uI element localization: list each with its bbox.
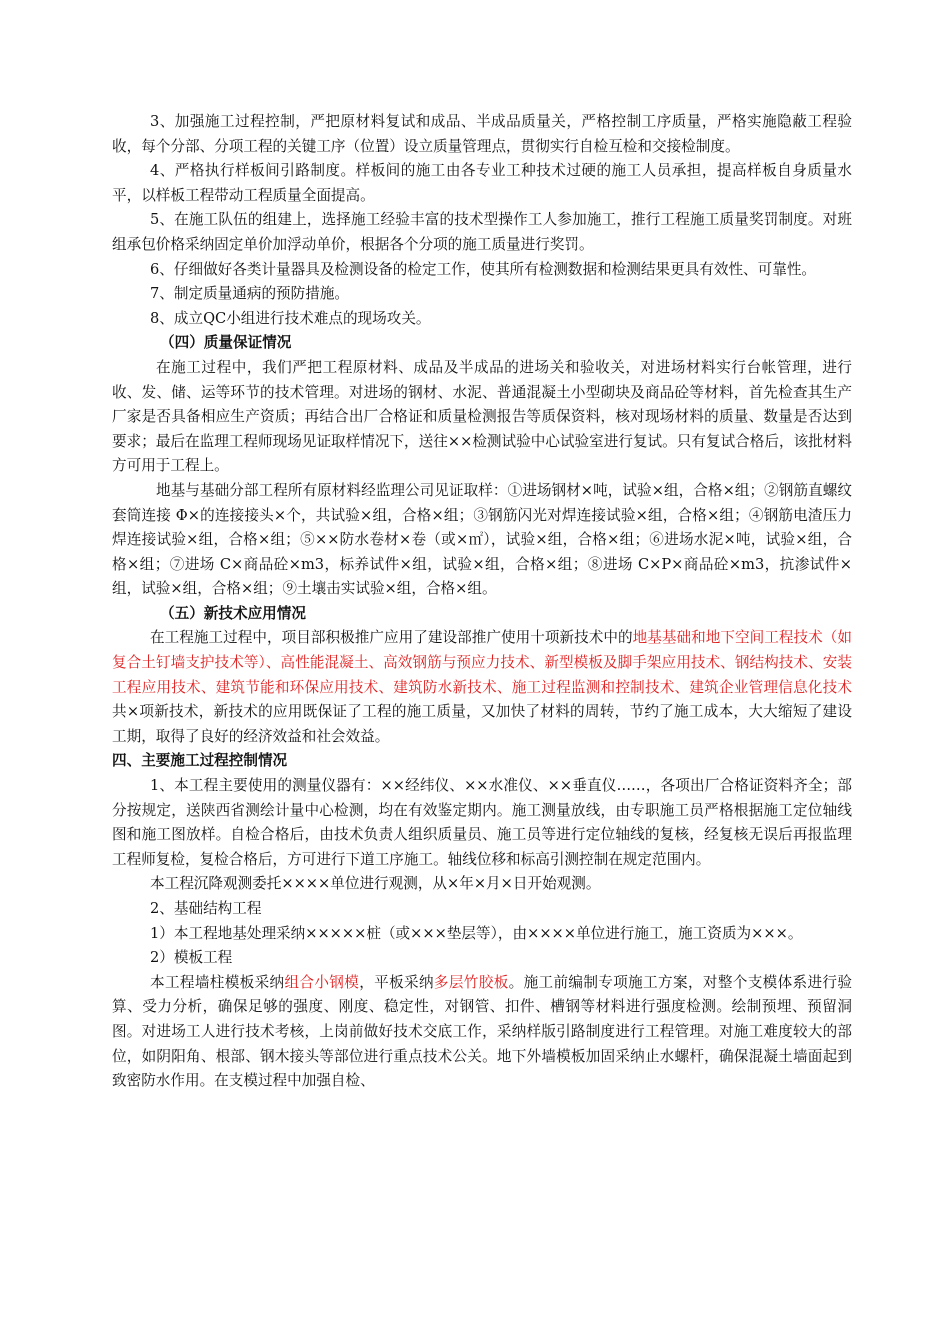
section-heading-main-control: 四、主要施工过程控制情况	[112, 752, 288, 770]
paragraph-3: 3、加强施工过程控制，严把原材料复试和成品、半成品质量关，严格控制工序质量，严格实施隐蔽工程验收，每个分部、分项工程的关键工序（位置）设立质量管理点，贯彻实行自检互检和交接检制度。	[112, 113, 852, 155]
paragraph-7: 7、制定质量通病的预防措施。	[150, 285, 350, 303]
formwork-paragraph	[112, 971, 852, 1094]
formwork-highlight-bamboo: 多层竹胶板	[433, 973, 509, 991]
new-tech-text-post: 共×项新技术，新技术的应用既保证了工程的施工质量，又加快了材料的周转，节约了施工成本，大大缩短了建设工期，取得了良好的经济效益和社会效益。	[112, 703, 852, 745]
paragraph-5: 5、在施工队伍的组建上，选择施工经验丰富的技术型操作工人参加施工，推行工程施工质量奖罚制度。对班组承包价格采纳固定单价加浮动单价，根据各个分项的施工质量进行奖罚。	[112, 211, 852, 253]
main-paragraph-2: 本工程沉降观测委托××××单位进行观测，从×年×月×日开始观测。	[150, 875, 601, 893]
main-paragraph-1: 1、本工程主要使用的测量仪器有：××经纬仪、××水准仪、××垂直仪……，各项出厂合格证资料齐全；部分按规定，送陕西省测绘计量中心检测，均在有效鉴定期内。施工测量放线，由专职施工员严格根据施工定位轴线图和施工图放样。自检合格后，由技术负责人组织质量员、施工员等进行定位轴线的复核，经复核无误后再报监理工程师复检，复检合格后，方可进行下道工序施工。轴线位移和标高引测控制在规定范围内。	[112, 777, 852, 868]
document-page	[112, 110, 852, 1094]
formwork-text-a: 本工程墙柱模板采纳	[150, 973, 285, 991]
section-heading-quality: （四）质量保证情况	[160, 334, 292, 352]
section-heading-new-tech: （五）新技术应用情况	[160, 604, 306, 622]
formwork-text-b: ，平板采纳	[359, 973, 434, 991]
new-tech-paragraph	[112, 626, 852, 749]
quality-paragraph-1: 在施工过程中，我们严把工程原材料、成品及半成品的进场关和验收关，对进场材料实行台帐管理，进行收、发、储、运等环节的技术管理。对进场的钢材、水泥、普通混凝土小型砌块及商品砼等材料，首先检查其生产厂家是否具备相应生产资质；再结合出厂合格证和质量检测报告等质保资料，核对现场材料的质量、数量是否达到要求；最后在监理工程师现场见证取样情况下，送往××检测试验中心试验室进行复试。只有复试合格后，该批材料方可用于工程上。	[112, 358, 852, 475]
quality-paragraph-2: 地基与基础分部工程所有原材料经监理公司见证取样：①进场钢材×吨，试验×组，合格×组；②钢筋直螺纹套筒连接 Φ×的连接接头×个，共试验×组，合格×组；③钢筋闪光对焊连接试验×组，合格×组；④钢筋电渣压力焊连接试验×组，合格×组；⑤××防水卷材×卷（或×㎡），试验×组，合格×组；⑥进场水泥×吨，试验×组，合格×组；⑦进场 C×商品砼×m3，标养试件×组，试验×组，合格×组；⑧进场 C×P×商品砼×m3，抗渗试件×组，试验×组，合格×组；⑨土壤击实试验×组，合格×组。	[112, 481, 852, 598]
main-paragraph-5: 2）模板工程	[150, 949, 233, 967]
new-tech-highlight: 地基基础和地下空间工程技术（如复合土钉墙支护技术等）、高性能混凝土、高效钢筋与预应力技术、新型模板及脚手架应用技术、钢结构技术、安装工程应用技术、建筑节能和环保应用技术、建筑防水新技术、施工过程监测和控制技术、建筑企业管理信息化技术	[112, 629, 852, 696]
paragraph-8: 8、成立QC小组进行技术难点的现场攻关。	[150, 309, 431, 327]
paragraph-6: 6、仔细做好各类计量器具及检测设备的检定工作，使其所有检测数据和检测结果更具有效性、可靠性。	[150, 260, 817, 278]
formwork-text-c: 。施工前编制专项施工方案，对整个支模体系进行验算、受力分析，确保足够的强度、刚度、稳定性，对钢管、扣件、槽钢等材料进行强度检测。绘制预埋、预留洞图。对进场工人进行技术考核，上岗前做好技术交底工作，采纳样版引路制度进行工程管理。对施工难度较大的部位，如阴阳角、根部、钢木接头等部位进行重点技术公关。地下外墙模板加固采纳止水螺杆，确保混凝土墙面起到致密防水作用。在支模过程中加强自检、	[112, 973, 852, 1090]
paragraph-4: 4、严格执行样板间引路制度。样板间的施工由各专业工种技术过硬的施工人员承担，提高样板自身质量水平，以样板工程带动工程质量全面提高。	[112, 162, 852, 204]
new-tech-text-pre: 在工程施工过程中，项目部积极推广应用了建设部推广使用十项新技术中的	[150, 629, 633, 647]
formwork-highlight-steel: 组合小钢模	[284, 973, 360, 991]
main-paragraph-4: 1）本工程地基处理采纳×××××桩（或×××垫层等），由××××单位进行施工，施工资质为×××。	[150, 924, 803, 942]
main-paragraph-3: 2、基础结构工程	[150, 900, 262, 917]
